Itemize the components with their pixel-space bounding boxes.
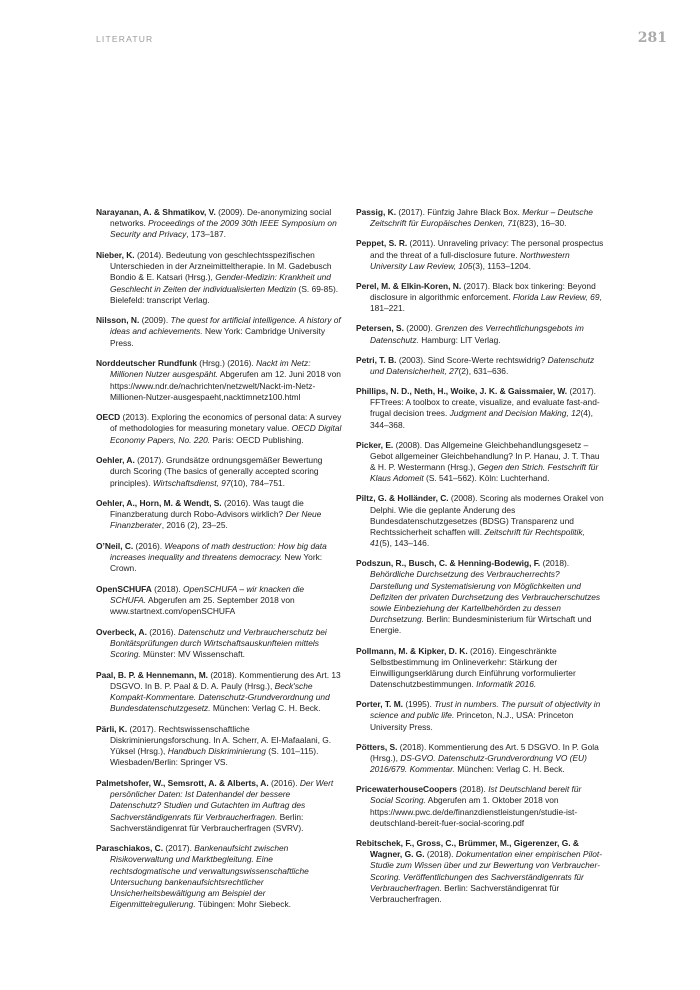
- reference-text: München: Verlag C. H. Beck.: [210, 703, 321, 714]
- reference-title: Dokumentation einer empirischen Pilot-Studie zum Wissen über und zur Bewertung von Verbraucher-Scoring. Veröffentlichungen des Sachverständigenrats für Verbraucherfragen.: [370, 849, 602, 893]
- reference-text: (2), 631–636.: [458, 365, 509, 376]
- reference-title: Der Neue Finanzberater: [110, 509, 322, 531]
- reference-text: (S. 101–115). Wiesbaden/Berlin: Springer VS.: [110, 746, 319, 768]
- reference-author: Pollmann, M. & Kipker, D. K.: [356, 645, 468, 656]
- bibliography-left-column: [96, 207, 342, 920]
- reference-entry: [356, 281, 604, 315]
- reference-text: (4), 344–368.: [370, 408, 593, 430]
- reference-author: OECD: [96, 412, 121, 423]
- reference-text: Münster: MV Wissenschaft.: [140, 649, 245, 660]
- reference-text: Hamburg: LIT Verlag.: [418, 334, 501, 345]
- reference-text: (2017). Black box tinkering: Beyond disclosure in algorithmic enforcement.: [370, 280, 596, 302]
- reference-title: DS-GVO. Datenschutz-Grundverordnung VO (EU) 2016/679. Kommentar.: [370, 752, 587, 775]
- reference-title: Handbuch Diskriminierung: [167, 746, 266, 757]
- reference-title: Ist Deutschland bereit für Social Scoring.: [370, 784, 582, 806]
- reference-entry: [356, 699, 604, 733]
- page-number: 281: [637, 30, 667, 46]
- reference-text: (2000).: [403, 323, 436, 334]
- reference-title: Datenschutz und Verbraucherschutz bei Bonitätsprüfungen durch Wirtschaftsauskunfteien mittels Scoring.: [110, 626, 327, 660]
- reference-entry: [96, 315, 342, 349]
- reference-title: Bankenaufsicht zwischen Risikoverwaltung und Marktbegleitung. Eine rechtsdogmatische und verwaltungswissenschaftliche Untersuchung bankenaufsichtsrechtlicher Unsicherheitsbewältigung am Beispiel der Eigenmittelregulierung.: [110, 843, 309, 910]
- reference-entry: [356, 323, 604, 345]
- reference-entry: [96, 843, 342, 910]
- reference-author: Narayanan, A. & Shmatikov, V.: [96, 207, 216, 217]
- reference-text: (2017). Grundsätze ordnungsgemäßer Bewertung durch Scoring (The basics of generally accepted scoring principles).: [110, 455, 323, 488]
- reference-text: (2003). Sind Score-Werte rechtswidrig?: [396, 354, 548, 365]
- reference-text: Tübingen: Mohr Siebeck.: [195, 899, 291, 910]
- reference-title: Northwestern University Law Review, 105: [370, 249, 570, 271]
- reference-entry: [96, 358, 342, 403]
- reference-title: Gegen den Strich. Festschrift für Klaus Adomeit: [370, 462, 599, 484]
- reference-text: (2018).: [424, 849, 456, 860]
- reference-entry: [356, 440, 604, 485]
- reference-text: (2013). Exploring the economics of personal data: A survey of methodologies for measuring monetary value.: [110, 412, 342, 434]
- reference-entry: [356, 238, 604, 272]
- reference-author: Overbeck, A.: [96, 626, 147, 637]
- reference-title: OECD Digital Economy Papers, No. 220.: [110, 423, 342, 445]
- reference-entry: [356, 355, 604, 377]
- reference-author: Phillips, N. D., Neth, H., Woike, J. K. & Gaissmaier, W.: [356, 385, 568, 396]
- reference-text: (2016). Eingeschränkte Selbstbestimmung im Onlineverkehr: Stärkung der Einwilligungserklärung durch Einführung vorformulierter Datenschutzbestimmungen.: [370, 645, 576, 690]
- reference-entry: [96, 724, 342, 769]
- reference-text: Abgerufen am 12. Juni 2018 von https://www.ndr.de/nachrichten/netzwelt/Nackt-im-Netz-Millionen-Nutzer-ausgespaeht,nacktimnetz100.html: [110, 369, 341, 402]
- reference-title: Zeitschrift für Rechtspolitik, 41: [370, 526, 585, 549]
- reference-text: (2008). Scoring als modernes Orakel von Delphi. Wie die geplante Änderung des Bundesdatenschutzgesetzes (BDSG) Transparenz und Rechtssicherheit schaffen will.: [370, 493, 604, 537]
- reference-text: New York: Crown.: [110, 552, 323, 574]
- reference-author: PricewaterhouseCoopers: [356, 784, 457, 795]
- reference-author: O’Neil, C.: [96, 540, 134, 551]
- reference-title: Nackt im Netz: Millionen Nutzer ausgespäht.: [110, 358, 311, 380]
- running-header-section: LITERATUR: [96, 34, 154, 44]
- bibliography-right-column: [356, 207, 604, 914]
- reference-entry: [356, 386, 604, 431]
- reference-text: , 181–221.: [370, 292, 602, 314]
- reference-title: OpenSCHUFA – wir knacken die SCHUFA.: [110, 583, 305, 606]
- reference-text: , 173–187.: [186, 229, 226, 240]
- reference-title: The quest for artificial intelligence. A history of ideas and achievements.: [110, 315, 341, 337]
- reference-author: Paraschiakos, C.: [96, 843, 164, 854]
- reference-entry: [96, 584, 342, 618]
- reference-author: Petersen, S.: [356, 323, 404, 334]
- reference-text: (Hrsg.) (2016).: [196, 358, 257, 369]
- reference-title: Gender-Medizin: Krankheit und Geschlecht in Zeiten der individualisierten Medizin: [110, 272, 331, 294]
- reference-author: Peppet, S. R.: [356, 238, 408, 249]
- reference-text: (5), 143–146.: [379, 538, 430, 549]
- reference-entry: [96, 412, 342, 446]
- reference-author: Pärli, K.: [96, 723, 128, 734]
- reference-text: (2018).: [457, 784, 489, 795]
- reference-entry: [96, 778, 342, 834]
- reference-title: Behördliche Durchsetzung des Verbraucherrechts? Darstellung und Systematisierung von Möglichkeiten und Defiziten der privaten Durchsetzung des Verbraucherschutzes sowie Einbeziehung der Kartellbehörden zu dessen Durchsetzung.: [370, 569, 601, 625]
- reference-text: (2016). Was taugt die Finanzberatung durch Robo-Advisors wirklich?: [110, 498, 304, 520]
- reference-text: , 2016 (2), 23–25.: [161, 520, 228, 531]
- reference-author: Piltz, G. & Holländer, C.: [356, 493, 449, 504]
- reference-title: Wirtschaftsdienst, 97: [152, 477, 231, 488]
- reference-text: (S. 69-85). Bielefeld: transcript Verlag.: [110, 283, 339, 305]
- reference-author: Pötters, S.: [356, 741, 398, 752]
- reference-text: (2014). Bedeutung von geschlechtsspezifischen Unterschieden in der Arzneimitteltherapie. In M. Gadebusch Bondio & E. Katsari (Hrsg.),: [110, 249, 332, 283]
- reference-text: (2016).: [146, 626, 179, 637]
- reference-entry: [356, 646, 604, 691]
- reference-text: (2018). Kommentierung des Art. 5 DSGVO. In P. Gola (Hrsg.),: [370, 741, 599, 763]
- reference-text: (1995).: [403, 699, 435, 710]
- reference-title: Florida Law Review, 69: [512, 292, 600, 302]
- reference-text: (2018). Kommentierung des Art. 13 DSGVO. In B. P. Paal & D. A. Pauly (Hrsg.),: [110, 669, 341, 691]
- reference-text: (823), 16–30.: [516, 218, 567, 229]
- reference-author: Norddeutscher Rundfunk: [96, 358, 197, 369]
- reference-text: (2016).: [133, 540, 165, 551]
- reference-entry: [96, 250, 342, 306]
- reference-entry: [96, 498, 342, 532]
- reference-text: New York: Cambridge University Press.: [110, 326, 326, 348]
- reference-text: (2016).: [268, 777, 300, 788]
- reference-entry: [356, 558, 604, 636]
- reference-author: Perel, M. & Elkin-Koren, N.: [356, 280, 462, 291]
- reference-text: Berlin: Sachverständigenrat für Verbraucherfragen (SVRV).: [110, 811, 304, 833]
- reference-title: Weapons of math destruction: How big data increases inequality and threatens democracy.: [110, 540, 327, 563]
- reference-entry: [96, 455, 342, 489]
- reference-text: (2017). Fünfzig Jahre Black Box.: [396, 207, 523, 217]
- reference-text: (2009).: [139, 315, 171, 326]
- reference-entry: [96, 670, 342, 715]
- reference-entry: [356, 838, 604, 905]
- reference-entry: [356, 742, 604, 776]
- reference-author: Picker, E.: [356, 439, 394, 450]
- reference-title: Datenschutz und Datensicherheit, 27: [370, 354, 595, 376]
- reference-author: Passig, K.: [356, 207, 397, 217]
- reference-author: Porter, T. M.: [356, 699, 404, 710]
- reference-title: Merkur – Deutsche Zeitschrift für Europäisches Denken, 71: [370, 207, 593, 229]
- reference-author: Nilsson, N.: [96, 315, 140, 326]
- reference-text: (2018).: [540, 558, 570, 569]
- reference-title: Grenzen des Verrechtlichungsgebots im Datenschutz.: [370, 323, 584, 345]
- reference-title: Judgment and Decision Making, 12: [449, 408, 581, 419]
- reference-author: Petri, T. B.: [356, 354, 397, 365]
- reference-entry: [96, 541, 342, 575]
- reference-text: München: Verlag C. H. Beck.: [454, 764, 565, 775]
- reference-author: Podszun, R., Busch, C. & Henning-Bodewig, F.: [356, 558, 541, 569]
- reference-author: OpenSCHUFA: [96, 583, 152, 594]
- reference-title: Beck'sche Kompakt-Kommentare. Datenschutz-Grundverordnung und Bundesdatenschutzgesetz.: [110, 680, 330, 714]
- reference-entry: [356, 493, 604, 549]
- reference-text: Paris: OECD Publishing.: [210, 434, 304, 445]
- reference-text: (10), 784–751.: [230, 477, 285, 488]
- reference-text: (2011). Unraveling privacy: The personal prospectus and the threat of a full-disclosure future.: [370, 238, 604, 260]
- reference-title: Der Wert persönlicher Daten: Ist Datenhandel der bessere Datenschutz? Studien und Gutachten im Auftrag des Sachverständigenrats für Verbraucherfragen.: [110, 777, 334, 822]
- reference-text: Abgerufen am 25. September 2018 von www.startnext.com/openSCHUFA: [110, 595, 295, 617]
- reference-text: (2017). Rechtswissenschaftliche Diskriminierungsforschung. In A. Scherr, A. El-Mafaalani, G. Yüksel (Hrsg.),: [110, 723, 332, 757]
- reference-title: Trust in numbers. The pursuit of objectivity in science and public life.: [370, 699, 601, 721]
- reference-author: Paal, B. P. & Hennemann, M.: [96, 669, 209, 680]
- reference-text: (2008). Das Allgemeine Gleichbehandlungsgesetz – Gebot allgemeiner Gleichbehandlung? In P. Hanau, J. T. Thau & H. P. Westermann (Hrsg.),: [370, 439, 600, 472]
- reference-author: Palmetshofer, W., Semsrott, A. & Alberts, A.: [96, 777, 269, 788]
- reference-text: Princeton, N.J., USA: Princeton University Press.: [370, 710, 574, 732]
- reference-text: Berlin: Sachverständigenrat für Verbraucherfragen.: [370, 882, 560, 904]
- reference-text: Abgerufen am 1. Oktober 2018 von https://www.pwc.de/de/finanzdienstleistungen/studie-ist-deutschland-bereit-fuer-social-scoring.pdf: [370, 795, 578, 828]
- reference-text: Berlin: Bundesministerium für Wirtschaft und Energie.: [370, 614, 592, 636]
- reference-text: (3), 1153–1204.: [472, 260, 531, 271]
- reference-text: (S. 541–562). Köln: Luchterhand.: [423, 473, 550, 484]
- reference-text: (2017).: [163, 843, 195, 854]
- reference-title: Informatik 2016.: [476, 679, 537, 690]
- reference-entry: [96, 207, 342, 241]
- reference-author: Nieber, K.: [96, 249, 135, 260]
- reference-entry: [356, 784, 604, 829]
- reference-entry: [356, 207, 604, 229]
- reference-text: (2017). FFTrees: A toolbox to create, visualize, and evaluate fast-and-frugal decision trees.: [370, 385, 600, 419]
- reference-entry: [96, 627, 342, 661]
- reference-author: Oehler, A., Horn, M. & Wendt, S.: [96, 498, 222, 509]
- reference-author: Rebitschek, F., Gross, C., Brümmer, M., Gigerenzer, G. & Wagner, G. G.: [356, 837, 579, 860]
- reference-text: (2018).: [151, 583, 184, 594]
- reference-text: (2009). De-anonymizing social networks.: [110, 207, 332, 229]
- reference-title: Proceedings of the 2009 30th IEEE Symposium on Security and Privacy: [110, 218, 337, 240]
- reference-author: Oehler, A.: [96, 455, 135, 466]
